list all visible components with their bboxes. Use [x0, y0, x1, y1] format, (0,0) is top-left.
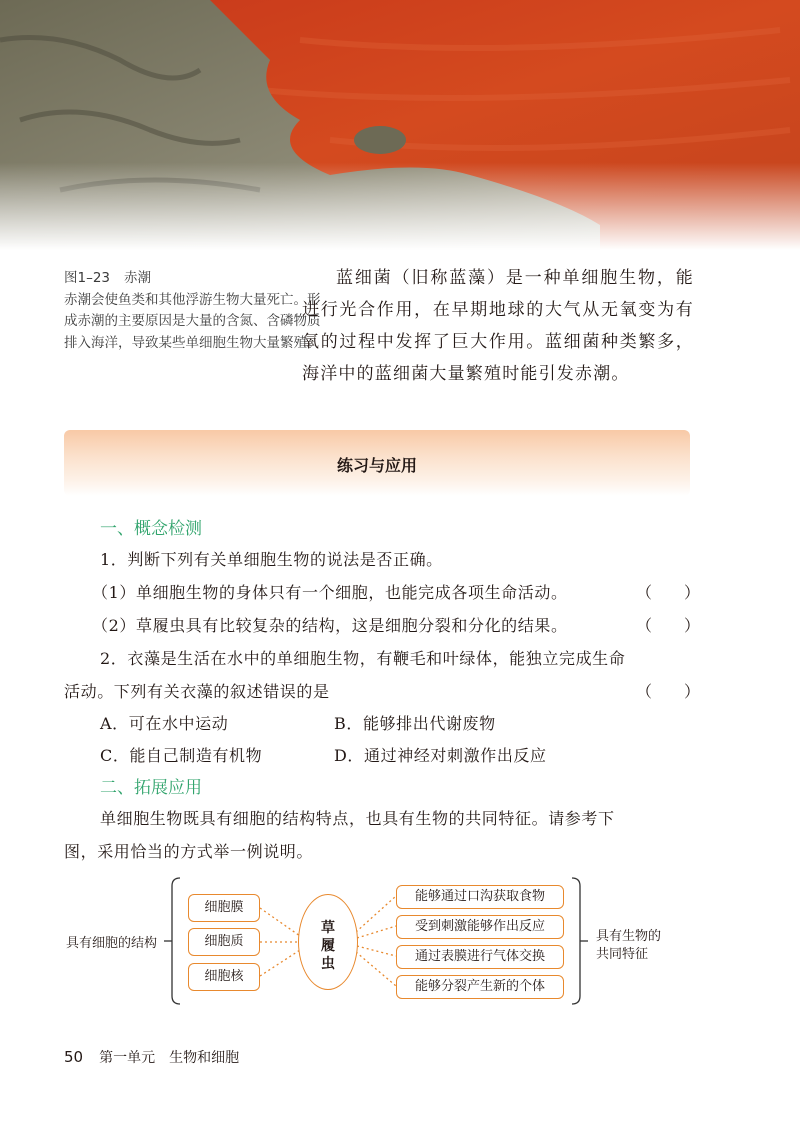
connector-feature-2 [357, 926, 396, 938]
section-heading-concept-check: 一、概念检测 [100, 519, 202, 539]
center-char-2: 履 [321, 938, 335, 954]
figure-title: 赤潮 [124, 270, 152, 286]
red-tide-photo [0, 0, 800, 250]
figure-label [64, 268, 324, 290]
page-number: 50 [64, 1048, 84, 1066]
feature-4: 能够分裂产生新的个体 [396, 975, 564, 999]
extension-paragraph-line-2: 图，采用恰当的方式举一例说明。 [64, 842, 314, 861]
option-a: A．可在水中运动 [100, 714, 229, 733]
exercise-title: 练习与应用 [336, 456, 417, 475]
feature-2: 受到刺激能够作出反应 [396, 915, 564, 939]
right-brace [572, 878, 580, 1004]
left-label: 具有细胞的结构 [66, 936, 158, 951]
answer-blank-1-1[interactable]: （ ） [636, 583, 701, 602]
exercise-banner [64, 430, 690, 496]
connector-feature-3 [357, 946, 396, 956]
section-heading-extension: 二、拓展应用 [100, 778, 202, 798]
page-footer [64, 1047, 239, 1067]
option-b: B．能够排出代谢废物 [334, 714, 496, 733]
feature-3: 通过表膜进行气体交换 [396, 945, 564, 969]
answer-blank-2[interactable]: （ ） [636, 682, 701, 701]
connector-feature-4 [356, 952, 396, 986]
connector-feature-1 [356, 896, 396, 932]
body-paragraph: 蓝细菌（旧称蓝藻）是一种单细胞生物，能进行光合作用，在早期地球的大气从无氧变为有氧的过程中发挥了巨大作用。蓝细菌种类繁多，海洋中的蓝细菌大量繁殖时能引发赤潮。 [302, 268, 694, 384]
unit-title: 第一单元 生物和细胞 [99, 1050, 240, 1066]
question-1-1: （1）单细胞生物的身体只有一个细胞，也能完成各项生命活动。 [92, 583, 568, 602]
answer-blank-1-2[interactable]: （ ） [636, 616, 701, 635]
left-brace [172, 878, 180, 1004]
structure-cytoplasm: 细胞质 [188, 928, 260, 956]
connector-nucleus [260, 950, 300, 976]
question-1-2: （2）草履虫具有比较复杂的结构，这是细胞分裂和分化的结果。 [92, 616, 568, 635]
structure-cell-membrane: 细胞膜 [188, 894, 260, 922]
feature-1: 能够通过口沟获取食物 [396, 885, 564, 909]
center-paramecium [298, 894, 358, 990]
center-char-1: 草 [321, 920, 335, 936]
question-2-line-1: 2．衣藻是生活在水中的单细胞生物，有鞭毛和叶绿体，能独立完成生命 [100, 649, 626, 668]
right-label-line-2: 共同特征 [596, 947, 649, 962]
paramecium-diagram [60, 870, 760, 1020]
connector-membrane [260, 908, 300, 936]
option-c: C．能自己制造有机物 [100, 746, 263, 765]
question-2-line-2: 活动。下列有关衣藻的叙述错误的是 [64, 682, 330, 701]
figure-number: 图1–23 [64, 270, 111, 286]
right-label-line-1: 具有生物的 [596, 929, 662, 944]
extension-paragraph-line-1: 单细胞生物既具有细胞的结构特点，也具有生物的共同特征。请参考下 [100, 809, 615, 828]
option-d: D．通过神经对刺激作出反应 [334, 746, 547, 765]
structure-nucleus: 细胞核 [188, 963, 260, 991]
question-1: 1．判断下列有关单细胞生物的说法是否正确。 [100, 550, 443, 569]
center-char-3: 虫 [321, 956, 335, 972]
figure-caption [64, 268, 324, 354]
figure-caption-text: 赤潮会使鱼类和其他浮游生物大量死亡。形成赤潮的主要原因是大量的含氮、含磷物质排入海洋，导致某些单细胞生物大量繁殖。 [64, 291, 321, 351]
